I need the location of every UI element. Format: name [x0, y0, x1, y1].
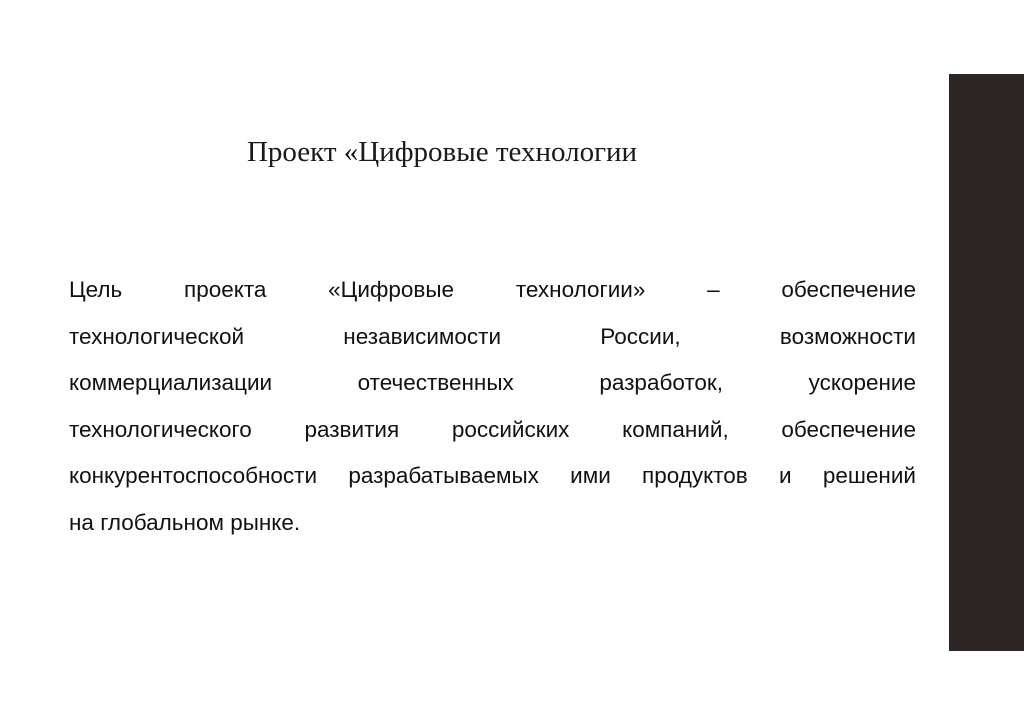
- slide-body-text: [69, 267, 916, 546]
- body-line: конкурентоспособности разрабатываемых ими продуктов и решений: [69, 463, 916, 488]
- body-line: технологического развития российских компаний, обеспечение: [69, 416, 916, 442]
- slide-title: Проект «Цифровые технологии: [246, 136, 638, 168]
- body-line: Цель проекта «Цифровые технологии» – обеспечение: [69, 277, 916, 302]
- body-line: технологической независимости России, возможности: [69, 323, 916, 349]
- body-line: на глобальном рынке.: [69, 509, 301, 535]
- body-line: коммерциализации отечественных разработок, ускорение: [69, 370, 916, 395]
- decorative-side-bar: [949, 74, 1024, 651]
